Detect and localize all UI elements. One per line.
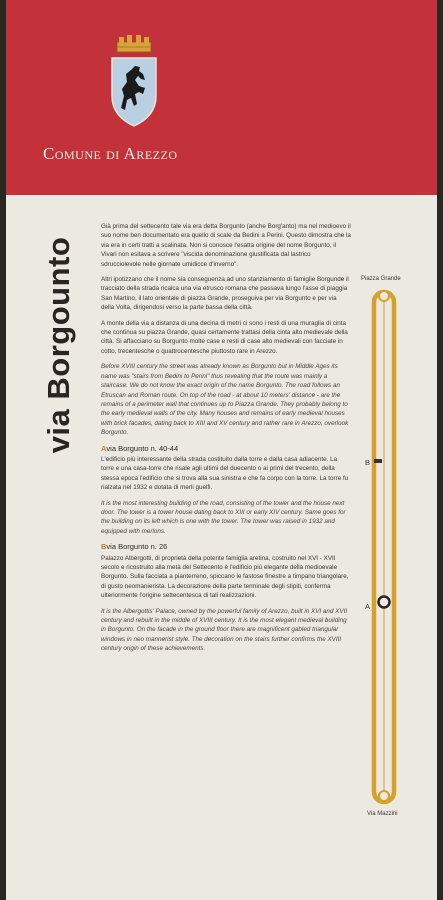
stop-address-a: via Borgunto n. 40-44 — [106, 443, 179, 453]
title-container — [34, 225, 84, 465]
street-title: via Borgounto — [41, 236, 76, 454]
sign-board — [6, 0, 437, 900]
route-map — [359, 276, 423, 826]
paragraph-it-3: A monte della via a distanza di una decina di metri ci sono i resti di una muraglia di cinta che continua su piazza Grande, quasi certamente trattasi della cinta alto medievale della città. Si affacciano su Borgunto molte case e resti di case alto medievali con facciate in cotto, trecentesche o quattrocentesche piuttosto rare in Arezzo. — [101, 319, 348, 355]
stop-text-en-b: It is the Albergottis' Palace, owned by the powerful family of Arezzo, built in XVI and XVII century and rebuilt in the middle of XVIII century. It is the most elegant medieval building in Borgunto. On the facade in the ground floor there are magnificent gabled triangular windows in neo mannerist style. The decoration on the stairs further confirms the XVIII century origin of these achievements. — [101, 607, 348, 653]
route-line-icon — [359, 284, 423, 814]
stop-text-it-a: L'edificio più interessante della strada costituito dalla torre e dalla casa adiacente. La torre e una casa-torre che risale agli ultimi del duecento o ai primi del trecento, della stessa epoca l'edificio che si trova alla sua sinistra e che fa corpo con la torre. La torre fu rialzata nel 1932 e dotata di merli guelfi. — [101, 455, 349, 492]
paragraph-it-2: Altri ipotizzano che il nome sia conseguenza ad uno stanziamento di famiglie Borgunde il tracciato della strada ricalca una via etrusco romana che passava lungo l'asse di piaggia San Martino, il lato orientale di piazza Grande, proseguiva per via Borgunto e per via della Volta, dirigendosi verso la parte bassa della città. — [101, 276, 349, 312]
municipality-name: Comune di Arezzo — [43, 144, 178, 163]
route-marker-a: A — [365, 602, 371, 611]
stop-text-en-a: It is the most interesting building of the road, consisting of the tower and the house next door. The tower is a tower house dating back to XIII or early XIV century. Same goes for the building on its left which is one with the tower. The tower was raised in 1932 and equipped with merlons. — [101, 499, 346, 535]
arezzo-crest-icon — [109, 34, 159, 129]
stop-heading-a — [101, 444, 351, 453]
description-text — [101, 222, 351, 660]
stop-heading-b — [101, 542, 351, 551]
paragraph-it-1: Già prima del settecento tale via era detta Borgunto (anche Borg'anto) ma nel medioevo il suo nome ben documentato era quello di scale da Bedini a Perini. Questo dimostra che la via era in certi tratti a scalinata. Non si conosce l'esatta origine del nome Borgunto, il Vivari non esitava a scrivere "viscida denominazione giustificata dal lastrico sdrucciolevole nelle giornate umidicce d'inverno". — [101, 223, 351, 268]
route-label-bottom: Via Mazzini — [367, 811, 398, 817]
route-label-top: Piazza Grande — [361, 276, 401, 282]
stop-letter-a: A — [101, 443, 107, 453]
stop-address-b: via Borgunto n. 26 — [106, 542, 168, 552]
stop-text-it-b: Palazzo Albergotti, di proprietà della potente famiglia aretina, costruito nel XVI - XVII secolo e ricostruito alla metà del Settecento è l'edificio più elegante della medioevale Borgunto. Sulla facciata a pianterreno, spiccano le fastose finestre a timpano triangolare, di gusto neomanierista. La decorazione della parte terminale degli stipiti, conferma ulteriormente l'origine settecentesca di tali realizzazioni. — [101, 554, 349, 600]
paragraph-en: Before XVIII century the street was already known as Borgunto but in Middle Ages its name was "stairs from Bedini to Perini" thus revealing that the route was mainly a staircase. We do not know the exact origin of the name Borgunto. The road follows an Etruscan and Roman route. On top of the road - at about 10 meters' distance - are the remains of a perimeter wall that continues up to Piazza Grande. They probably belong to the early medieval walls of the city. Many houses and remains of early medieval houses with brick facades, dating back to XIII and XV century and rather rare in Arezzo, overlook Borgunto. — [101, 363, 349, 437]
stop-letter-b: B — [101, 542, 107, 552]
header-band — [6, 0, 437, 195]
route-marker-b: B — [365, 458, 371, 467]
